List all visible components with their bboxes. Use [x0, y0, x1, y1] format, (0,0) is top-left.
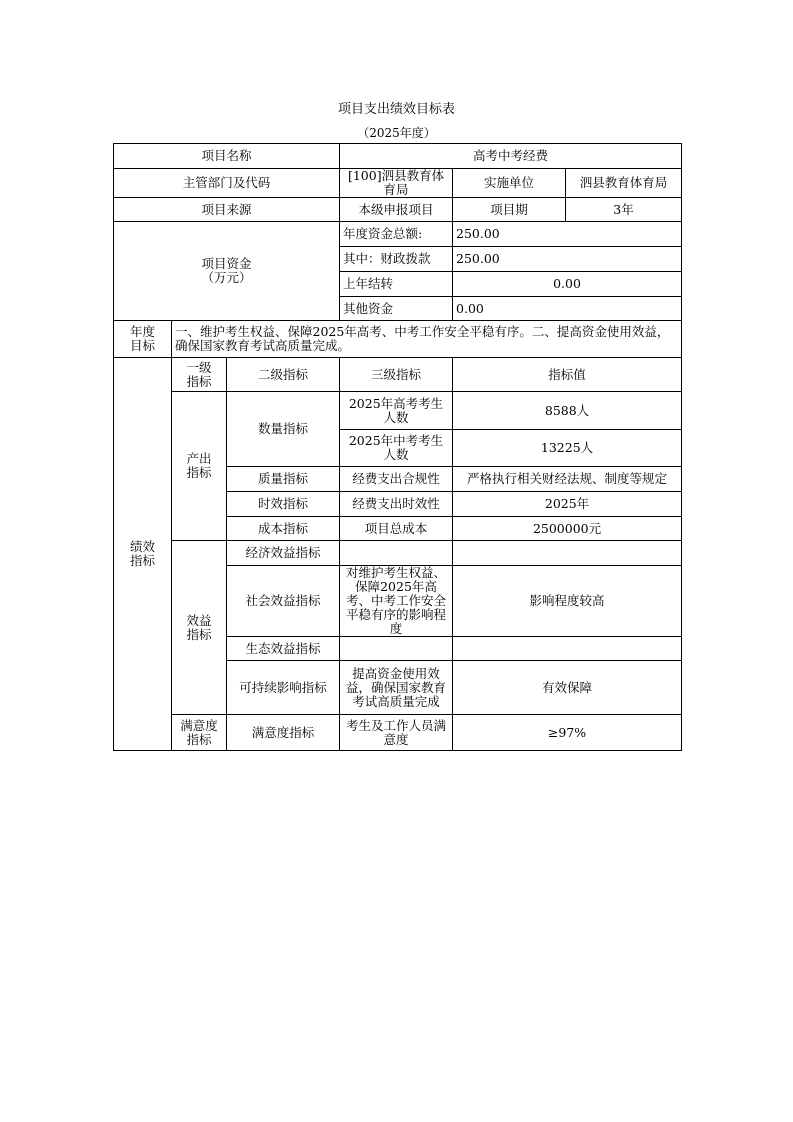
- econ-name: [340, 541, 453, 566]
- row-satisfaction: [114, 715, 682, 751]
- project-name-value: 高考中考经费: [340, 144, 682, 169]
- econ-label: 经济效益指标: [227, 541, 340, 566]
- project-name-label: 项目名称: [114, 144, 340, 169]
- perf-section-text: 绩效指标: [129, 539, 155, 568]
- social-value: 影响程度较高: [453, 566, 682, 637]
- q1-value: 8588人: [453, 392, 682, 430]
- goal-label: [114, 321, 172, 358]
- funds-other-value: 0.00: [453, 297, 682, 321]
- row-quantity-1: [114, 392, 682, 430]
- funds-fiscal-label: 其中：财政拨款: [340, 247, 453, 272]
- time-value: 2025年: [453, 492, 682, 517]
- source-label: 项目来源: [114, 198, 340, 222]
- goal-text: 一、维护考生权益、保障2025年高考、中考工作安全平稳有序。二、提高资金使用效益，确保国家教育考试高质量完成。: [172, 321, 682, 358]
- performance-table: [113, 143, 682, 751]
- quality-name: 经费支出合规性: [340, 467, 453, 492]
- impl-label: 实施单位: [453, 169, 566, 198]
- quality-value: 严格执行相关财经法规、制度等规定: [453, 467, 682, 492]
- time-label: 时效指标: [227, 492, 340, 517]
- cost-name: 项目总成本: [340, 517, 453, 541]
- dept-value: [100]泗县教育体育局: [340, 169, 453, 198]
- funds-label-line2: （万元）: [201, 270, 252, 285]
- header-level3: 三级指标: [340, 358, 453, 392]
- period-label: 项目期: [453, 198, 566, 222]
- social-name: 对维护考生权益、保障2025年高考、中考工作安全平稳有序的影响程度: [340, 566, 453, 637]
- funds-label: [114, 222, 340, 321]
- eco-name: [340, 637, 453, 661]
- dept-label: 主管部门及代码: [114, 169, 340, 198]
- satisfaction-sub-label: 满意度指标: [227, 715, 340, 751]
- eco-label: 生态效益指标: [227, 637, 340, 661]
- benefit-label: 效益指标: [172, 541, 227, 715]
- funds-fiscal-value: 250.00: [453, 247, 682, 272]
- row-project-name: [114, 144, 682, 169]
- source-value: 本级申报项目: [340, 198, 453, 222]
- q2-value: 13225人: [453, 430, 682, 467]
- quality-label: 质量指标: [227, 467, 340, 492]
- funds-total-value: 250.00: [453, 222, 682, 247]
- row-department: [114, 169, 682, 198]
- cost-value: 2500000元: [453, 517, 682, 541]
- funds-carryover-label: 上年结转: [340, 272, 453, 297]
- goal-label-line2: 目标: [129, 338, 155, 353]
- goal-label-line1: 年度: [129, 324, 155, 339]
- header-level2: 二级指标: [227, 358, 340, 392]
- page-subtitle-year: （2025年度）: [357, 126, 436, 140]
- row-indicator-header: [114, 358, 682, 392]
- satisfaction-name: 考生及工作人员满意度: [340, 715, 453, 751]
- satisfaction-label: 满意度指标: [172, 715, 227, 751]
- quantity-label: 数量指标: [227, 392, 340, 467]
- sustain-label: 可持续影响指标: [227, 661, 340, 715]
- sustain-value: 有效保障: [453, 661, 682, 715]
- econ-value: [453, 541, 682, 566]
- social-label: 社会效益指标: [227, 566, 340, 637]
- row-econ: [114, 541, 682, 566]
- row-funds-total: [114, 222, 682, 247]
- perf-section-label: [114, 358, 172, 751]
- funds-total-label: 年度资金总额:: [340, 222, 453, 247]
- header-level1: 一级指标: [172, 358, 227, 392]
- q1-name: 2025年高考考生人数: [340, 392, 453, 430]
- eco-value: [453, 637, 682, 661]
- row-annual-goal: [114, 321, 682, 358]
- funds-carryover-value: 0.00: [453, 272, 682, 297]
- output-label: 产出指标: [172, 392, 227, 541]
- cost-label: 成本指标: [227, 517, 340, 541]
- funds-label-line1: 项目资金: [201, 256, 252, 271]
- satisfaction-value: ≥97%: [453, 715, 682, 751]
- q2-name: 2025年中考考生人数: [340, 430, 453, 467]
- header-value: 指标值: [453, 358, 682, 392]
- period-value: 3年: [566, 198, 682, 222]
- page-title: 项目支出绩效目标表: [337, 102, 455, 117]
- time-name: 经费支出时效性: [340, 492, 453, 517]
- row-source: [114, 198, 682, 222]
- sustain-name: 提高资金使用效益，确保国家教育考试高质量完成: [340, 661, 453, 715]
- impl-value: 泗县教育体育局: [566, 169, 682, 198]
- funds-other-label: 其他资金: [340, 297, 453, 321]
